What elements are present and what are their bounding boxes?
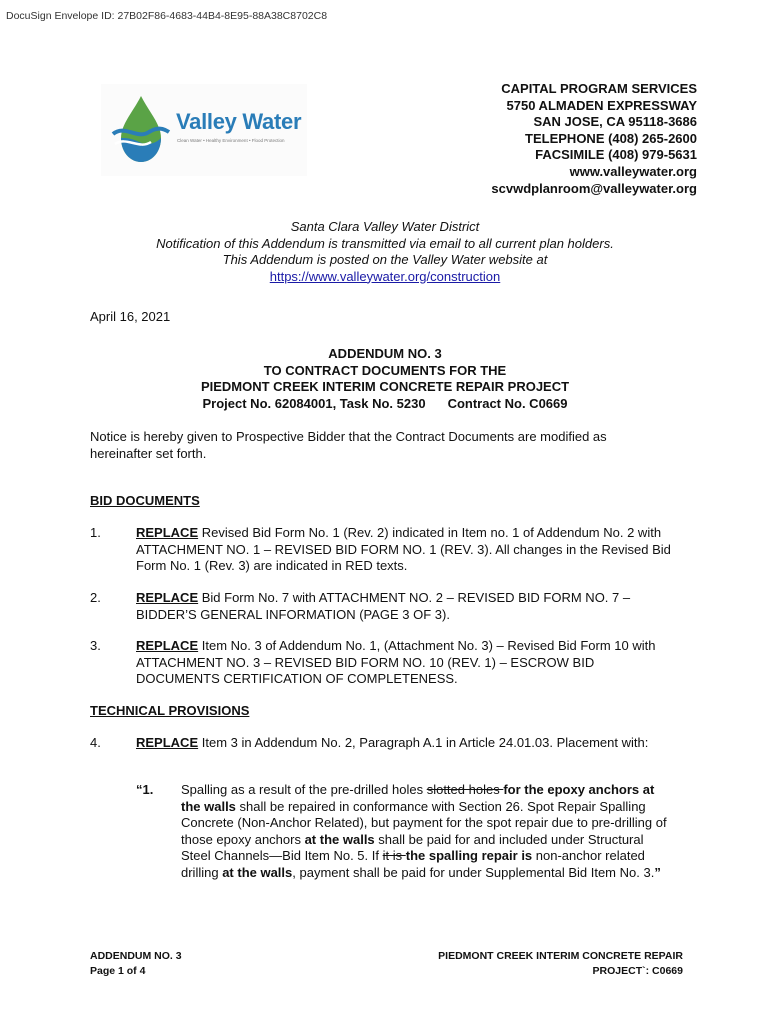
item-keyword: REPLACE bbox=[136, 590, 199, 605]
quote-text: non-anchor related drilling bbox=[181, 848, 645, 880]
item-number: 3. bbox=[90, 638, 101, 653]
item-number: 2. bbox=[90, 590, 101, 605]
footer-left bbox=[90, 949, 182, 979]
quote-text: , payment shall be paid for under Supplemental Bid Item No. 3. bbox=[292, 864, 655, 880]
address-city: SAN JOSE, CA 95118-3686 bbox=[533, 114, 697, 130]
item-text: Item No. 3 of Addendum No. 1, (Attachment No. 3) – Revised Bid Form 10 with ATTACHMENT NO. 3 – REVISED BID FORM NO. 10 (REV. 1) – ESCROW BID DOCUMENTS CERTIFICATION OF COMPLETENESS. bbox=[136, 638, 656, 686]
closing-quote: ” bbox=[654, 864, 661, 880]
footer-page-number: Page 1 of 4 bbox=[90, 965, 146, 977]
intro-paragraph: Notice is hereby given to Prospective Bidder that the Contract Documents are modified as hereinafter set forth. bbox=[90, 429, 607, 461]
document-date: April 16, 2021 bbox=[90, 309, 171, 324]
valley-water-logo bbox=[101, 84, 307, 176]
added-text: for the epoxy anchors at the walls bbox=[181, 782, 655, 814]
quote-number: “1. bbox=[136, 782, 154, 797]
address-website: www.valleywater.org bbox=[569, 163, 697, 179]
title-line2: TO CONTRACT DOCUMENTS FOR THE bbox=[263, 362, 507, 378]
posted-text: This Addendum is posted on the Valley Water website at bbox=[222, 252, 548, 267]
technical-provisions-heading: TECHNICAL PROVISIONS bbox=[90, 703, 250, 718]
item-text: Bid Form No. 7 with ATTACHMENT NO. 2 – REVISED BID FORM NO. 7 – BIDDER’S GENERAL INFORMATION (PAGE 3 OF 3). bbox=[136, 590, 631, 622]
address-dept: CAPITAL PROGRAM SERVICES bbox=[501, 81, 697, 96]
item-number: 4. bbox=[90, 735, 101, 750]
address-block bbox=[491, 81, 697, 197]
footer-contract: PROJECT`: C0669 bbox=[592, 965, 683, 977]
quote-text: shall be paid for and included under Structural Steel Channels—Bid Item No. 5. If bbox=[181, 831, 644, 863]
contract-number: Contract No. C0669 bbox=[447, 395, 568, 411]
address-email: scvwdplanroom@valleywater.org bbox=[491, 180, 697, 196]
address-telephone: TELEPHONE (408) 265-2600 bbox=[525, 130, 697, 146]
logo-wordmark: Valley Water bbox=[176, 109, 302, 134]
address-street: 5750 ALMADEN EXPRESSWAY bbox=[506, 97, 697, 113]
added-text: at the walls bbox=[304, 831, 375, 847]
item-number: 1. bbox=[90, 525, 101, 540]
footer-addendum: ADDENDUM NO. 3 bbox=[90, 950, 182, 962]
notification-block bbox=[0, 219, 770, 285]
quote-text: Spalling as a result of the pre-drilled holes bbox=[181, 782, 427, 797]
added-text: the spalling repair is bbox=[405, 848, 533, 863]
project-name: PIEDMONT CREEK INTERIM CONCRETE REPAIR PROJECT bbox=[200, 379, 570, 394]
item-keyword: REPLACE bbox=[136, 735, 199, 750]
item-text: Revised Bid Form No. 1 (Rev. 2) indicated in Item no. 1 of Addendum No. 2 with ATTACHMENT NO. 1 – REVISED BID FORM NO. 1 (REV. 3). All changes in the Revised Bid Form No. 1 (Rev. 3) are indicated in RED texts. bbox=[136, 525, 671, 573]
item-text: Item 3 in Addendum No. 2, Paragraph A.1 in Article 24.01.03. Placement with: bbox=[198, 735, 649, 750]
footer-right bbox=[438, 949, 683, 979]
address-facsimile: FACSIMILE (408) 979-5631 bbox=[535, 147, 697, 163]
footer-project: PIEDMONT CREEK INTERIM CONCRETE REPAIR bbox=[438, 950, 683, 962]
water-drop-logo-icon bbox=[111, 94, 171, 166]
logo-tagline: Clean Water • Healthy Environment • Flood Protection bbox=[177, 138, 285, 143]
item-keyword: REPLACE bbox=[136, 525, 199, 540]
item-keyword: REPLACE bbox=[136, 638, 199, 653]
struck-text: slotted holes bbox=[426, 782, 504, 797]
construction-link[interactable]: https://www.valleywater.org/construction bbox=[269, 268, 501, 284]
project-number: Project No. 62084001, Task No. 5230 bbox=[202, 395, 426, 411]
added-text: at the walls bbox=[222, 864, 293, 880]
addendum-number: ADDENDUM NO. 3 bbox=[328, 346, 442, 361]
notification-text: Notification of this Addendum is transmitted via email to all current plan holders. bbox=[156, 235, 614, 251]
quote-text: shall be repaired in conformance with Section 26. Spot Repair Spalling Concrete (Non-Anchor Related), but payment for the spot repair due to pre-drilling of those epoxy anchors bbox=[181, 798, 667, 847]
docusign-envelope-id: DocuSign Envelope ID: 27B02F86-4683-44B4-8E95-88A38C8702C8 bbox=[6, 10, 328, 22]
struck-text: it is bbox=[382, 848, 406, 863]
addendum-title bbox=[0, 346, 770, 412]
bid-documents-heading: BID DOCUMENTS bbox=[90, 493, 200, 508]
district-name: Santa Clara Valley Water District bbox=[290, 219, 480, 234]
